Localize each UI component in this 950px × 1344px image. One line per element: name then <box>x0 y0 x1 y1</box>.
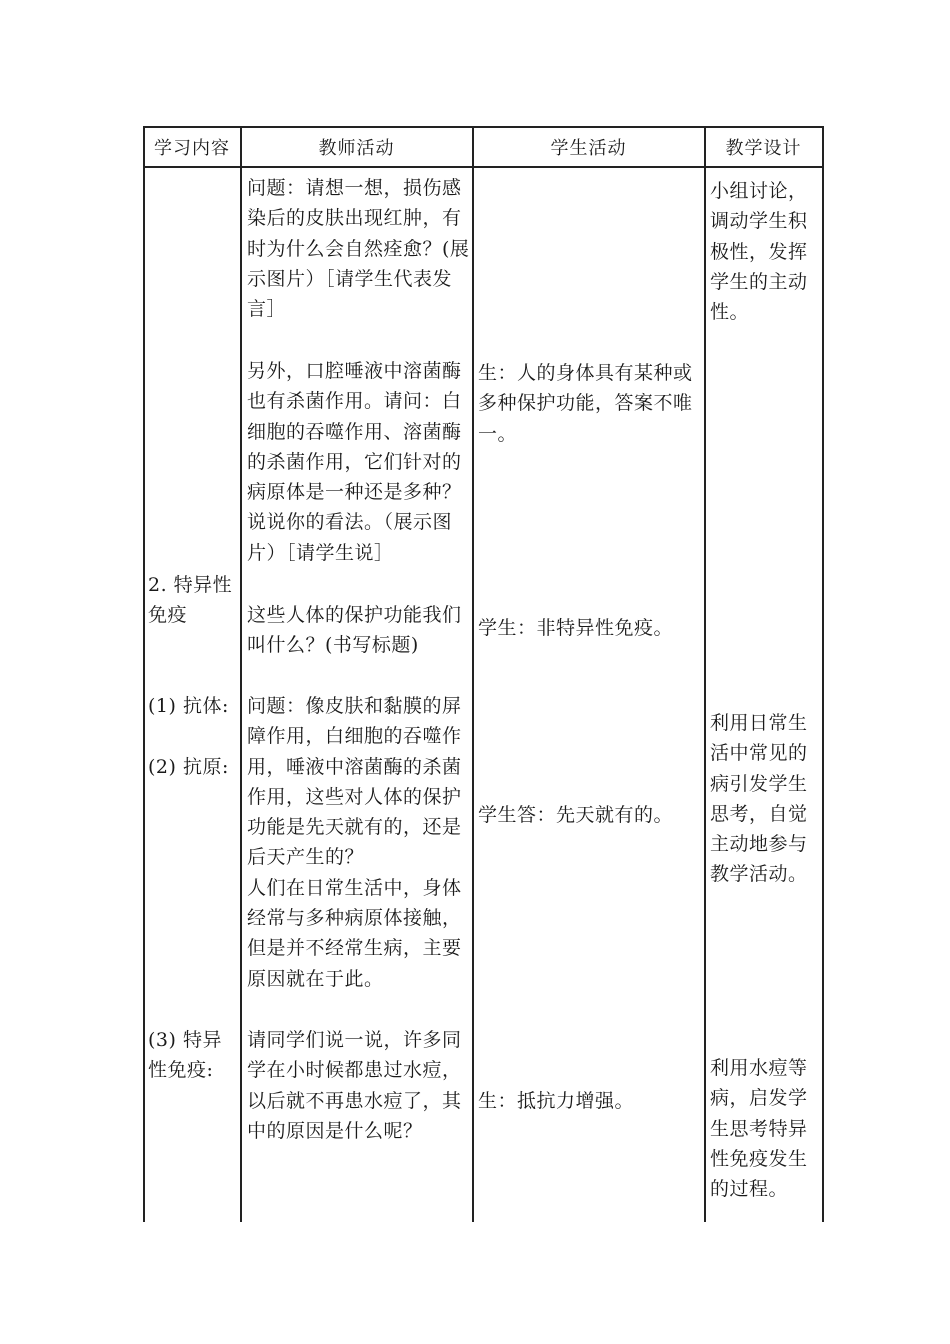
table-right-border <box>822 126 824 1222</box>
teacher-question-4: 问题：像皮肤和黏膜的屏 障作用，白细胞的吞噬作 用，唾液中溶菌酶的杀菌 作用，这些对人体的保护 功能是先天就有的，还是 后天产生的？ 人们在日常生活中，身体 经常与多种病原体接触， 但是并不经常生病，主要 原因就在于此。 <box>247 695 462 990</box>
header-design: 教学设计 <box>725 138 802 159</box>
teacher-question-1: 问题：请想一想，损伤感 染后的皮肤出现红肿，有 时为什么会自然痊愈？(展 示图片）［请学生代表发 言］ <box>247 177 470 321</box>
content-antigen: (2) 抗原: <box>148 756 229 778</box>
teacher-question-3: 这些人体的保护功能我们 叫什么？(书写标题) <box>247 604 462 657</box>
student-answer-2: 学生：非特异性免疫。 <box>478 617 674 639</box>
table-left-border <box>143 126 145 1222</box>
design-note-2: 利用日常生 活中常见的 病引发学生 思考，自觉 主动地参与 教学活动。 <box>710 712 808 886</box>
content-specific: (3) 特异 性免疫: <box>148 1029 222 1082</box>
teacher-question-5: 请同学们说一说，许多同 学在小时候都患过水痘， 以后就不再患水痘了，其 中的原因是什么呢？ <box>247 1029 462 1142</box>
column-divider-3 <box>704 126 706 1222</box>
design-note-3: 利用水痘等 病，启发学 生思考特异 性免疫发生 的过程。 <box>710 1057 808 1201</box>
content-antibody: (1) 抗体: <box>148 695 229 717</box>
column-divider-2 <box>472 126 474 1222</box>
content-topic: 2. 特异性 免疫 <box>148 574 233 627</box>
column-divider-1 <box>240 126 242 1222</box>
header-teacher: 教师活动 <box>318 138 395 159</box>
student-answer-3: 学生答：先天就有的。 <box>478 804 674 826</box>
design-note-1: 小组讨论， 调动学生积 极性，发挥 学生的主动 性。 <box>710 180 808 324</box>
student-answer-1: 生：人的身体具有某种或 多种保护功能，答案不唯 一。 <box>478 362 693 445</box>
header-student: 学生活动 <box>550 138 627 159</box>
student-answer-4: 生：抵抗力增强。 <box>478 1090 635 1112</box>
header-content: 学习内容 <box>154 138 230 159</box>
teacher-question-2: 另外，口腔唾液中溶菌酶 也有杀菌作用。请问：白 细胞的吞噬作用、溶菌酶 的杀菌作用，它们针对的 病原体是一种还是多种？ 说说你的看法。（展示图 片）［请学生说］ <box>247 360 462 564</box>
